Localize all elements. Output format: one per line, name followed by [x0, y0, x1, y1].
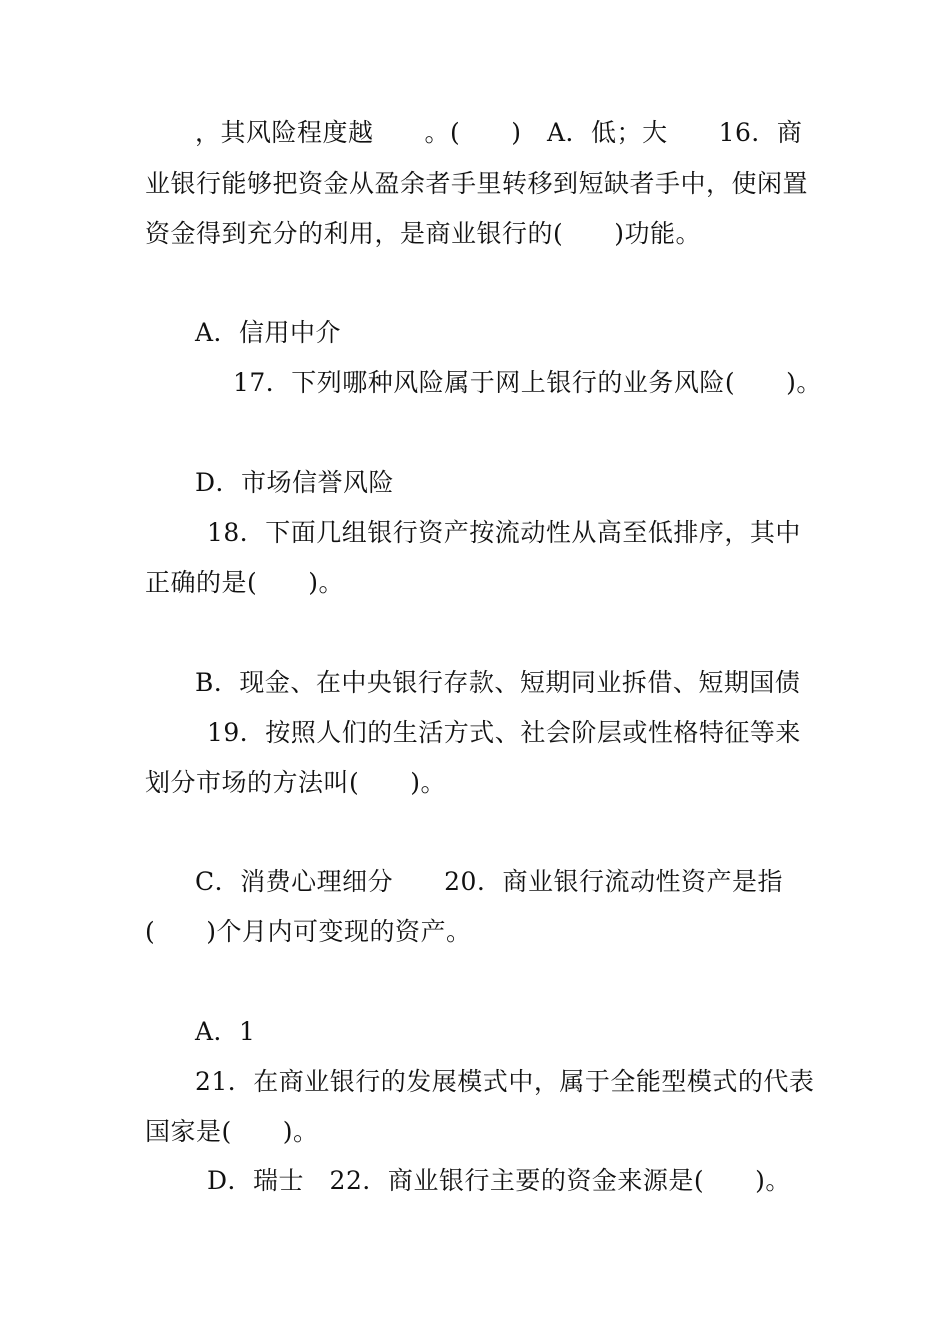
option-a-one: A．1 [195, 1017, 256, 1046]
text-line-1: ，其风险程度越 。( ) A．低；大 16．商 [195, 118, 803, 147]
question-19-line-2: 划分市场的方法叫( )。 [145, 768, 447, 797]
option-d-and-question-22: D．瑞士 22．商业银行主要的资金来源是( )。 [207, 1166, 791, 1195]
question-21-line-2: 国家是( )。 [145, 1117, 319, 1146]
question-17: 17．下列哪种风险属于网上银行的业务风险( )。 [233, 368, 822, 397]
question-20-line-2: ( )个月内可变现的资产。 [145, 917, 472, 946]
text-line-2: 业银行能够把资金从盈余者手里转移到短缺者手中，使闲置 [145, 169, 809, 198]
option-c-and-question-20: C．消费心理细分 20．商业银行流动性资产是指 [195, 867, 783, 896]
option-a-credit-intermediary: A．信用中介 [195, 318, 342, 347]
text-line-3: 资金得到充分的利用，是商业银行的( )功能。 [145, 219, 702, 248]
option-d-market-reputation-risk: D．市场信誉风险 [195, 468, 395, 497]
question-18-line-2: 正确的是( )。 [145, 568, 345, 597]
question-19-line-1: 19．按照人们的生活方式、社会阶层或性格特征等来 [207, 718, 801, 747]
question-18-line-1: 18．下面几组银行资产按流动性从高至低排序，其中 [207, 518, 801, 547]
option-b-asset-order: B．现金、在中央银行存款、短期同业拆借、短期国债 [195, 668, 801, 697]
question-21-line-1: 21．在商业银行的发展模式中，属于全能型模式的代表 [195, 1067, 815, 1096]
